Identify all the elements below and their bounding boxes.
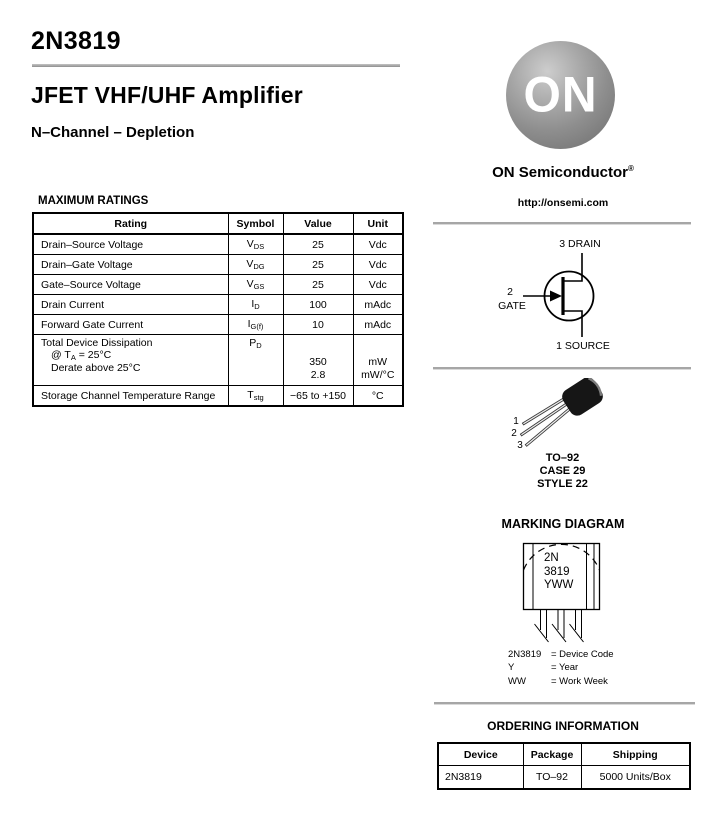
symbol-cell: $V_{GS}$ <box>228 275 283 295</box>
gate-pin-number: 2 <box>507 286 513 298</box>
column-header-unit: Unit <box>353 213 403 234</box>
symbol-cell: $V_{DS}$ <box>228 234 283 255</box>
gate-pin-label: GATE <box>498 300 526 312</box>
marking-line-3: YWW <box>544 579 574 591</box>
on-semiconductor-logo <box>506 41 615 149</box>
brand-name-text: ON Semiconductor <box>492 164 628 181</box>
brand-name <box>438 164 688 181</box>
symbol-cell: $I_D$ <box>228 295 283 315</box>
page-subtitle: N–Channel – Depletion <box>31 124 195 141</box>
value-cell: 25 <box>283 275 353 295</box>
legend-row <box>508 675 614 688</box>
drain-pin-label: 3 DRAIN <box>559 238 601 250</box>
ordering-table <box>437 742 691 790</box>
ordering-row <box>438 766 690 790</box>
legend-row <box>508 661 614 674</box>
package-cell: TO–92 <box>523 766 581 790</box>
marking-line-1: 2N <box>544 552 559 564</box>
marking-line-2: 3819 <box>544 565 570 578</box>
page-title: JFET VHF/UHF Amplifier <box>31 82 303 108</box>
legend-key: 2N3819 <box>508 649 542 660</box>
legend-value: = Year <box>551 662 579 674</box>
legend-row <box>508 648 614 661</box>
section-divider <box>433 367 691 369</box>
on-logo-text: ON <box>523 67 598 123</box>
column-header-package: Package <box>523 743 581 766</box>
legend-key: Y <box>508 662 515 674</box>
symbol-cell: $P_D$ <box>228 335 283 386</box>
unit-cell: Vdc <box>353 255 403 275</box>
rating-cell: Drain Current <box>33 295 228 315</box>
unit-cell: Vdc <box>353 275 403 295</box>
value-cell: −65 to +150 <box>283 386 353 407</box>
unit-cell: mW mW/°C <box>353 335 403 386</box>
ratings-row <box>33 315 403 335</box>
value-cell: 25 <box>283 255 353 275</box>
package-style: STYLE 22 <box>537 478 588 490</box>
marking-legend <box>508 648 614 688</box>
part-number-heading: 2N3819 <box>31 27 121 55</box>
package-designation <box>505 452 620 491</box>
shipping-cell: 5000 Units/Box <box>581 766 690 790</box>
unit-cell: mAdc <box>353 295 403 315</box>
brand-url-link[interactable]: http://onsemi.com <box>517 197 609 209</box>
rating-cell: Gate–Source Voltage <box>33 275 228 295</box>
package-name: TO–92 <box>545 452 580 464</box>
column-header-device: Device <box>438 743 523 766</box>
rating-cell: Drain–Gate Voltage <box>33 255 228 275</box>
device-cell: 2N3819 <box>438 766 523 790</box>
marking-code-lines <box>544 552 573 593</box>
ordering-header-row <box>438 743 690 766</box>
value-cell: 25 <box>283 234 353 255</box>
max-ratings-heading: MAXIMUM RATINGS <box>38 195 149 207</box>
ratings-row <box>33 386 403 407</box>
package-case: CASE 29 <box>539 465 586 477</box>
ratings-row <box>33 234 403 255</box>
to92-pin1-label: 1 <box>513 416 519 427</box>
value-cell: 10 <box>283 315 353 335</box>
max-ratings-table <box>32 212 404 407</box>
rating-cell: Total Device Dissipation @ $T_A = 25^\circ C$ Derate above 25°C <box>33 335 228 386</box>
legend-value: = Work Week <box>551 675 608 687</box>
symbol-cell: $T_{stg}$ <box>228 386 283 407</box>
ratings-row <box>33 295 403 315</box>
value-cell: 350 2.8 <box>283 335 353 386</box>
rating-cell: Drain–Source Voltage <box>33 234 228 255</box>
rating-cell: Forward Gate Current <box>33 315 228 335</box>
legend-key: WW <box>508 675 526 687</box>
column-header-symbol: Symbol <box>228 213 283 234</box>
marking-diagram-heading: MARKING DIAGRAM <box>501 517 625 531</box>
ordering-information-heading: ORDERING INFORMATION <box>487 719 639 733</box>
ratings-row <box>33 335 403 386</box>
registered-mark: ® <box>627 164 634 173</box>
section-divider <box>433 222 691 224</box>
ratings-row <box>33 255 403 275</box>
value-cell: 100 <box>283 295 353 315</box>
ratings-table-body <box>33 234 403 406</box>
column-header-rating: Rating <box>33 213 228 234</box>
section-divider <box>434 702 695 704</box>
ratings-header-row <box>33 213 403 234</box>
unit-cell: Vdc <box>353 234 403 255</box>
column-header-shipping: Shipping <box>581 743 690 766</box>
to92-pin2-label: 2 <box>511 428 517 439</box>
rating-cell: Storage Channel Temperature Range <box>33 386 228 407</box>
symbol-cell: $I_{G(f)}$ <box>228 315 283 335</box>
column-header-value: Value <box>283 213 353 234</box>
title-rule <box>32 64 400 67</box>
ratings-row <box>33 275 403 295</box>
unit-cell: mAdc <box>353 315 403 335</box>
unit-cell: °C <box>353 386 403 407</box>
source-pin-label: 1 SOURCE <box>556 340 610 352</box>
legend-value: = Device Code <box>551 649 614 660</box>
to92-pin3-label: 3 <box>517 440 523 451</box>
symbol-cell: $V_{DG}$ <box>228 255 283 275</box>
